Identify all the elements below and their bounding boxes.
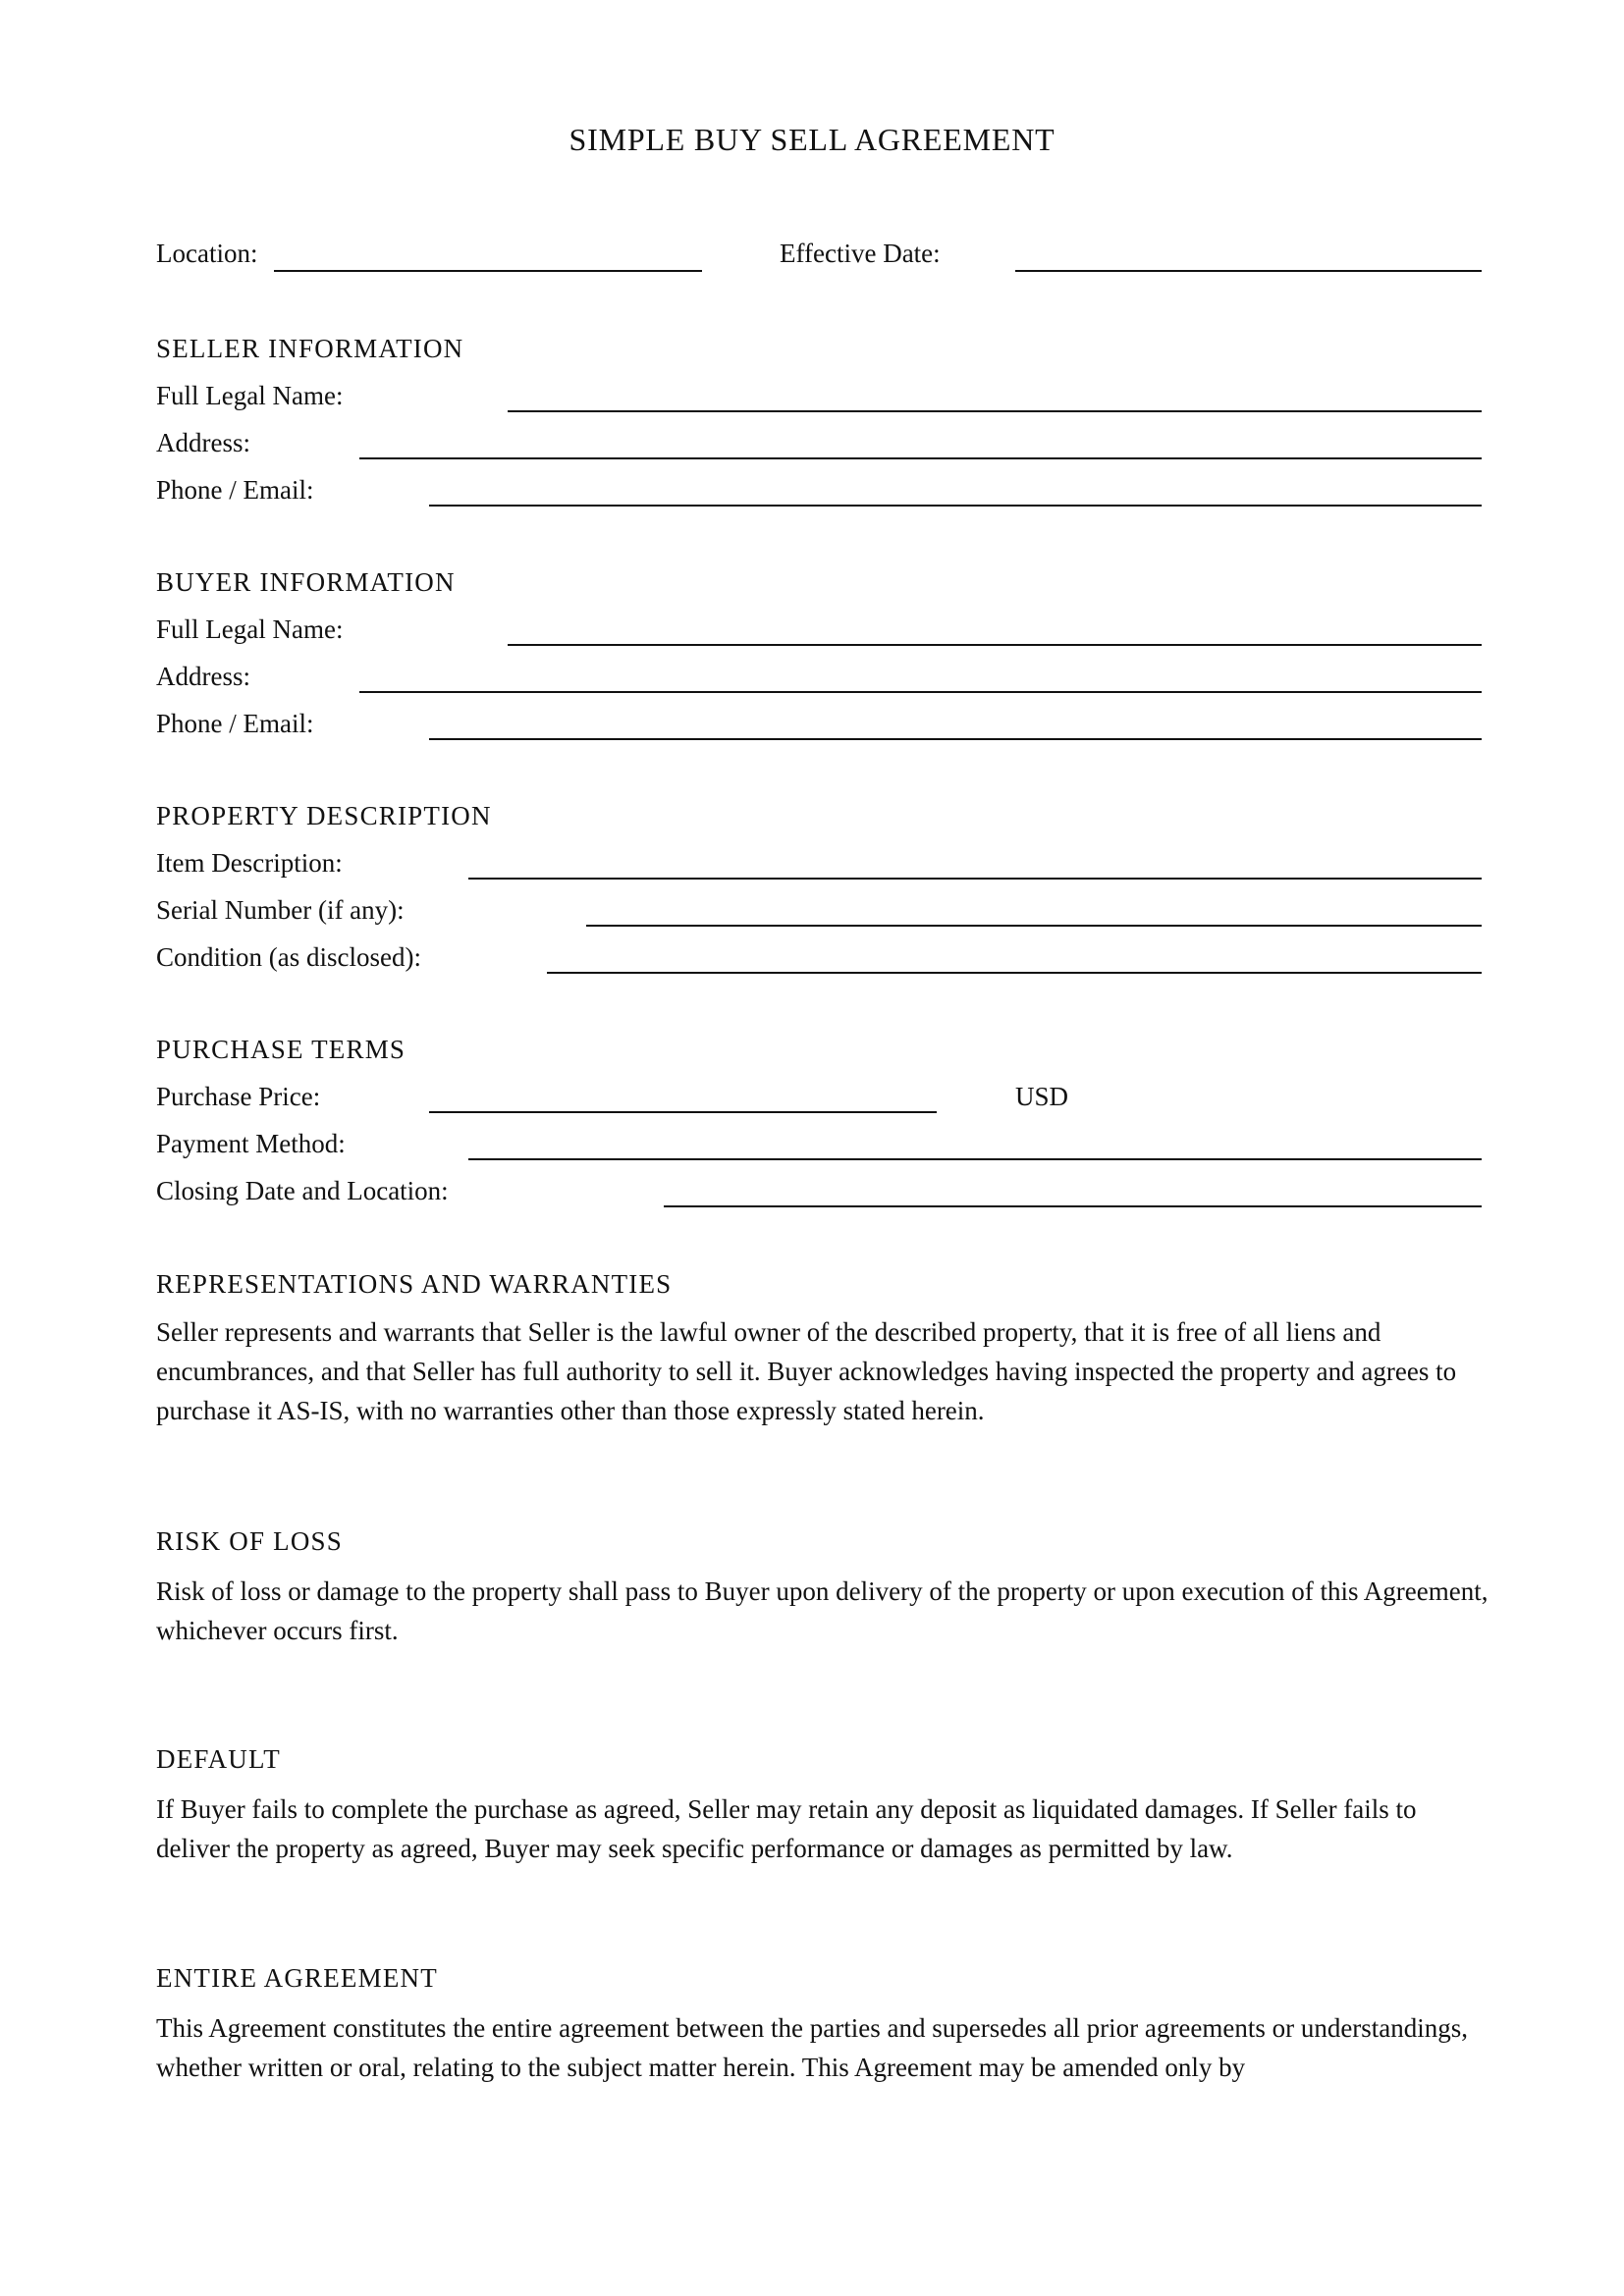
item-description-field[interactable] xyxy=(468,878,1482,880)
buyer-contact-field[interactable] xyxy=(429,738,1482,740)
purchase-terms-heading: PURCHASE TERMS xyxy=(156,1035,406,1064)
warranties-heading: REPRESENTATIONS AND WARRANTIES xyxy=(156,1269,673,1299)
payment-method-field[interactable] xyxy=(468,1158,1482,1160)
entire-agreement-text: This Agreement constitutes the entire agreement between the parties and supersedes all prior agreements or understandings, whether written or oral, relating to the subject matter herein. This Agreement may be amended only by xyxy=(156,2013,1469,2082)
condition-field[interactable] xyxy=(547,972,1482,974)
closing-label: Closing Date and Location: xyxy=(156,1176,449,1205)
seller-address-field[interactable] xyxy=(359,457,1482,459)
seller-address-label: Address: xyxy=(156,428,250,457)
seller-name-label: Full Legal Name: xyxy=(156,381,344,410)
warranties-text: Seller represents and warrants that Seller is the lawful owner of the described property, that it is free of all liens and encumbrances, and that Seller has full authority to sell it. Buyer acknowledges having inspected the property and agrees to purchase it AS-IS, with no warranties other than those expressly stated herein. xyxy=(156,1317,1457,1425)
condition-label: Condition (as disclosed): xyxy=(156,942,421,972)
purchase-price-label: Purchase Price: xyxy=(156,1082,321,1111)
payment-method-label: Payment Method: xyxy=(156,1129,346,1158)
closing-field[interactable] xyxy=(664,1205,1482,1207)
document-title: SIMPLE BUY SELL AGREEMENT xyxy=(568,122,1056,157)
default-heading: DEFAULT xyxy=(156,1744,281,1774)
buyer-contact-label: Phone / Email: xyxy=(156,709,314,738)
risk-of-loss-text: Risk of loss or damage to the property shall pass to Buyer upon delivery of the property or upon execution of this Agreement, whichever occurs first. xyxy=(156,1576,1489,1645)
purchase-price-field[interactable] xyxy=(429,1111,937,1113)
default-text: If Buyer fails to complete the purchase as agreed, Seller may retain any deposit as liquidated damages. If Seller fails to deliver the property as agreed, Buyer may seek specific performance or damages as permitted by law. xyxy=(156,1794,1417,1863)
location-label: Location: xyxy=(156,239,258,268)
entire-agreement-heading: ENTIRE AGREEMENT xyxy=(156,1963,438,1993)
location-field[interactable] xyxy=(274,270,702,272)
buyer-name-field[interactable] xyxy=(508,644,1482,646)
currency-label: USD xyxy=(1015,1082,1069,1111)
seller-contact-label: Phone / Email: xyxy=(156,475,314,505)
buyer-heading: BUYER INFORMATION xyxy=(156,567,456,597)
risk-of-loss-heading: RISK OF LOSS xyxy=(156,1526,343,1556)
seller-name-field[interactable] xyxy=(508,410,1482,412)
buyer-name-label: Full Legal Name: xyxy=(156,614,344,644)
effective-date-label: Effective Date: xyxy=(780,239,941,268)
buyer-address-label: Address: xyxy=(156,662,250,691)
seller-contact-field[interactable] xyxy=(429,505,1482,507)
serial-number-label: Serial Number (if any): xyxy=(156,895,405,925)
buyer-address-field[interactable] xyxy=(359,691,1482,693)
item-description-label: Item Description: xyxy=(156,848,343,878)
effective-date-field[interactable] xyxy=(1015,270,1482,272)
property-heading: PROPERTY DESCRIPTION xyxy=(156,801,492,830)
seller-heading: SELLER INFORMATION xyxy=(156,334,464,363)
serial-number-field[interactable] xyxy=(586,925,1482,927)
